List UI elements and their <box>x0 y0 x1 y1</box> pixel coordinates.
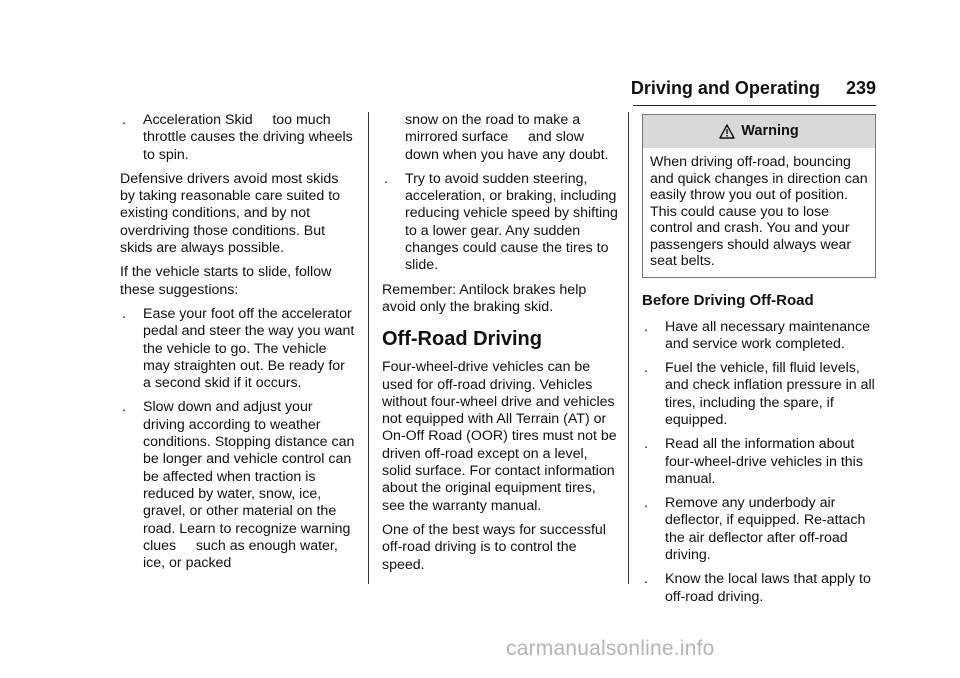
section-title: Driving and Operating <box>630 78 820 98</box>
header-rule <box>633 105 876 106</box>
list-item-text: Fuel the vehicle, fill fluid levels, and check inflation pressure in all tires, including the spare, if equipped. <box>665 360 875 428</box>
list-item-text: Acceleration Skid too much throttle causes the driving wheels to spin. <box>143 112 353 163</box>
bullet-icon: . <box>384 170 388 187</box>
warning-box <box>642 114 876 278</box>
list-item <box>642 571 876 606</box>
list-item <box>642 436 876 488</box>
list-item-text: Have all necessary maintenance and service work completed. <box>665 318 871 352</box>
list-item <box>120 399 355 572</box>
paragraph: Four-wheel-drive vehicles can be used for off-road driving. Vehicles without four-wheel drive and vehicles not equipped with All Terrain (AT) or On-Off Road (OOR) tires must not be driven off-road except on a level, solid surface. For contact information about the original equipment tires, see the warranty manual. <box>382 359 617 514</box>
bullet-icon: . <box>644 360 648 377</box>
list-item-text: Remove any underbody air deflector, if equipped. Re-attach the air deflector after off-road driving. <box>665 495 866 564</box>
bullet-icon: . <box>644 318 648 335</box>
paragraph: Defensive drivers avoid most skids by taking reasonable care suited to existing conditions, and by not overdriving those conditions. But skids are always possible. <box>120 170 341 257</box>
warning-text: When driving off-road, bouncing and quick changes in direction can easily throw you out of position. This could cause you to lose control and crash. You and your passengers should always wear seat belts. <box>650 154 868 269</box>
column-1 <box>120 112 355 579</box>
list-item-continuation: snow on the road to make a mirrored surface and slow down when you have any doubt. <box>405 112 609 163</box>
list-item <box>642 319 876 354</box>
list-item <box>642 360 876 429</box>
subsection-heading: Before Driving Off-Road <box>642 291 814 309</box>
bullet-icon: . <box>122 112 126 128</box>
list-item-text: Know the local laws that apply to off-road driving. <box>665 571 871 605</box>
page-header <box>631 80 876 97</box>
watermark: carmanualsonline.info <box>506 637 715 660</box>
section-heading: Off-Road Driving <box>382 328 542 351</box>
column-divider <box>368 112 369 584</box>
list-item-text: Slow down and adjust your driving according to weather conditions. Stopping distance can be longer and vehicle control can be affected when traction is reduced by water, snow, ice, gravel, or other material on the road. Learn to recognize warning clues such as enough water, ice, or packed <box>143 399 355 572</box>
bullet-icon: . <box>122 399 126 416</box>
bullet-icon: . <box>644 571 648 588</box>
list-item-text: Ease your foot off the accelerator pedal and steer the way you want the vehicle to go. The vehicle may straighten out. Be ready for a second skid if it occurs. <box>143 305 355 392</box>
bullet-icon: . <box>644 495 648 512</box>
warning-icon <box>719 124 735 139</box>
list-item <box>642 495 876 564</box>
list-item <box>382 171 618 275</box>
paragraph: If the vehicle starts to slide, follow these suggestions: <box>120 264 332 298</box>
bullet-icon: . <box>122 305 126 322</box>
warning-title: Warning <box>741 122 799 139</box>
page-number: 239 <box>845 78 876 98</box>
list-item <box>120 306 355 392</box>
column-3 <box>642 112 876 613</box>
list-item-text: Read all the information about four-wheel-drive vehicles in this manual. <box>665 436 863 487</box>
paragraph: Remember: Antilock brakes help avoid only the braking skid. <box>382 281 587 315</box>
bullet-icon: . <box>644 436 648 453</box>
paragraph: One of the best ways for successful off-road driving is to control the speed. <box>382 521 606 573</box>
list-item-text: Try to avoid sudden steering, acceleration, or braking, including reducing vehicle speed by shifting to a lower gear. Any sudden changes could cause the tires to slide. <box>405 170 618 274</box>
column-2 <box>382 112 618 581</box>
column-divider <box>628 112 629 584</box>
list-item <box>120 112 355 164</box>
warning-header <box>643 115 875 148</box>
